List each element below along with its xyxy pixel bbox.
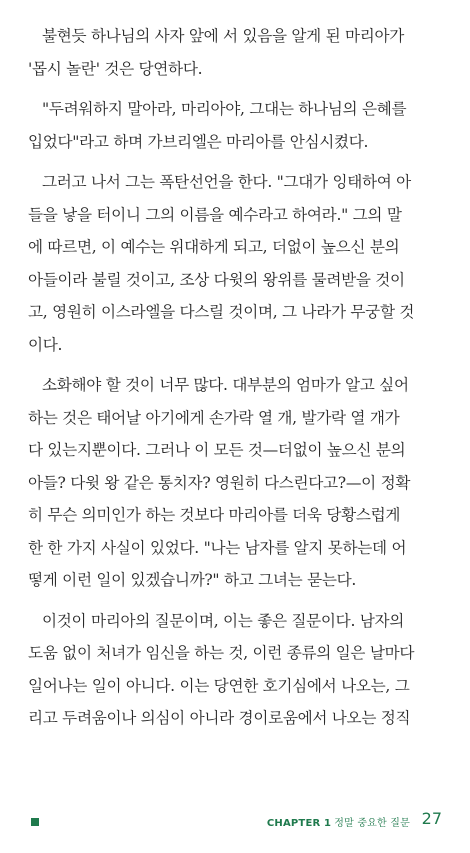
text-line: 아들이라 불릴 것이고, 조상 다윗의 왕위를 물려받을 것이 (28, 270, 405, 289)
text-line: 히 무슨 의미인가 하는 것보다 마리아를 더욱 당황스럽게 (28, 506, 401, 524)
running-footer (267, 814, 410, 829)
text-line: 에 따르면, 이 예수는 위대하게 되고, 더없이 높으신 분의 (28, 238, 400, 256)
text-line: 들을 낳을 터이니 그의 이름을 예수라고 하여라." 그의 말 (28, 205, 402, 224)
page-footer (0, 810, 470, 834)
chapter-label: CHAPTER 1 (266, 818, 332, 829)
text-line: 입었다"라고 하며 가브리엘은 마리아를 안심시켰다. (28, 132, 369, 151)
text-line: 아들? 다윗 왕 같은 통치자? 영원히 다스린다고?—이 정확 (28, 473, 411, 492)
text-line: 고, 영원히 이스라엘을 다스릴 것이며, 그 나라가 무궁할 것 (28, 303, 415, 321)
paragraph-5 (28, 605, 446, 735)
text-line: 이것이 마리아의 질문이며, 이는 좋은 질문이다. 남자의 (42, 611, 405, 630)
text-line: 일어나는 일이 아니다. 이는 당연한 호기심에서 나오는, 그 (28, 676, 410, 695)
text-line: 리고 두려움이나 의심이 아니라 경이로움에서 나오는 정직 (28, 709, 411, 727)
text-line: 하는 것은 태어날 아기에게 손가락 열 개, 발가락 열 개가 (28, 408, 400, 427)
text-line: 이다. (28, 335, 63, 354)
paragraph-4 (28, 369, 446, 597)
footer-square-marker (31, 818, 39, 826)
body-text (28, 20, 446, 743)
chapter-title: 정말 중요한 질문 (334, 818, 410, 829)
paragraph-2 (28, 93, 446, 158)
text-line: 그러고 나서 그는 폭탄선언을 한다. "그대가 잉태하여 아 (42, 173, 411, 191)
text-line: 한 한 가지 사실이 있었다. "나는 남자를 알지 못하는데 어 (28, 538, 407, 557)
text-line: '몹시 놀란' 것은 당연하다. (28, 59, 203, 78)
text-line: 떻게 이런 일이 있겠습니까?" 하고 그녀는 묻는다. (28, 571, 357, 589)
paragraph-1 (28, 20, 446, 85)
text-line: 도움 없이 처녀가 임신을 하는 것, 이런 종류의 일은 날마다 (28, 644, 415, 662)
paragraph-3 (28, 166, 446, 361)
text-line: 불현듯 하나님의 사자 앞에 서 있음을 알게 된 마리아가 (42, 27, 405, 45)
text-line: 다 있는지뿐이다. 그러나 이 모든 것—더없이 높으신 분의 (28, 441, 406, 459)
text-line: 소화해야 할 것이 너무 많다. 대부분의 엄마가 알고 싶어 (42, 376, 409, 394)
text-line: "두려워하지 말아라, 마리아야, 그대는 하나님의 은혜를 (42, 100, 407, 118)
page-number: 27 (421, 809, 442, 828)
